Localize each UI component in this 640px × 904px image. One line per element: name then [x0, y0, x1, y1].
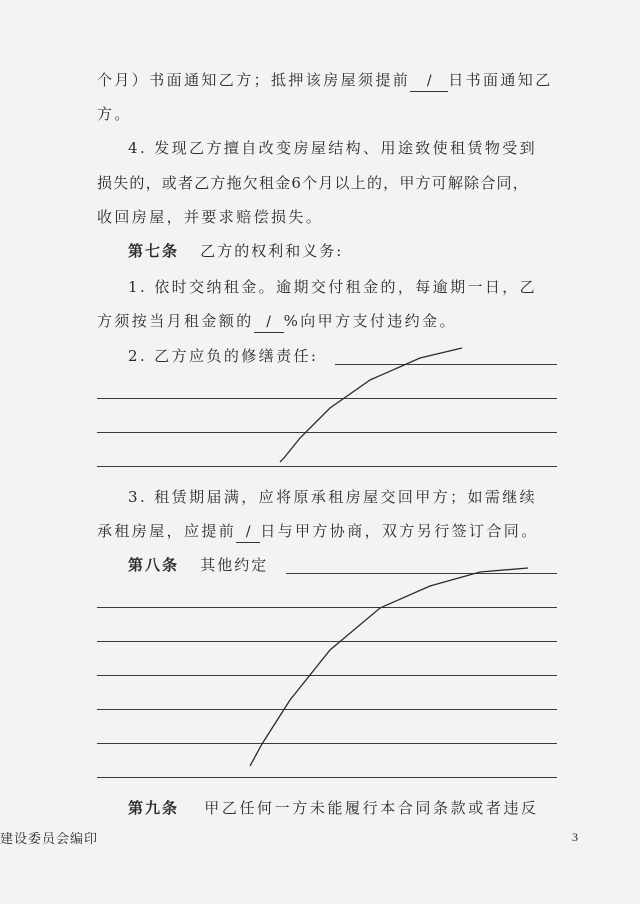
blank-mark: / — [426, 73, 432, 89]
text-line: 损失的，或者乙方拖欠租金6个月以上的，甲方可解除合同， — [97, 174, 529, 192]
fill-blank — [236, 521, 260, 543]
clause-4-text: 4. 发现乙方擅自改变房屋结构、用途致使租赁物受到 — [128, 139, 538, 157]
article-7-heading — [128, 241, 343, 261]
blank-line — [97, 432, 557, 433]
blank-line — [97, 743, 557, 744]
text-segment: 日书面通知乙 — [448, 71, 553, 89]
page-number: 3 — [572, 830, 578, 844]
text-segment: 个月）书面通知乙方；抵押该房屋须提前 — [97, 71, 411, 89]
blank-mark: / — [266, 314, 271, 330]
blank-line — [97, 675, 557, 676]
text-segment: 方须按当月租金额的 — [97, 312, 254, 330]
blank-line — [97, 777, 557, 778]
footer-publisher: 建设委员会编印 — [0, 832, 99, 847]
blank-mark: / — [245, 524, 251, 540]
clause-1-text: 1. 依时交纳租金。逾期交付租金的，每逾期一日，乙 — [128, 278, 538, 296]
blank-line — [97, 641, 557, 642]
clause-3-text: 3. 租赁期届满，应将原承租房屋交回甲方；如需继续 — [128, 488, 538, 506]
text-line: 收回房屋，并要求赔偿损失。 — [97, 208, 324, 226]
article-title: 乙方的权利和义务: — [200, 242, 344, 260]
blank-line — [335, 364, 557, 365]
text-segment: 日与甲方协商，双方另行签订合同。 — [260, 522, 539, 540]
article-title: 甲乙任何一方未能履行本合同条款或者违反 — [204, 799, 539, 817]
text-line — [97, 521, 555, 543]
text-line — [97, 70, 555, 92]
blank-line — [97, 607, 557, 608]
blank-line — [97, 709, 557, 710]
fill-blank — [254, 311, 284, 333]
blank-line — [286, 573, 557, 574]
text-segment: %向甲方支付违约金。 — [283, 312, 457, 330]
article-9-heading — [128, 798, 539, 818]
text-line — [97, 311, 555, 333]
blank-line — [97, 398, 557, 399]
text-line: 方。 — [97, 105, 132, 123]
article-number: 第九条 — [128, 799, 180, 817]
handwritten-slash-mark — [250, 568, 528, 766]
fill-blank — [410, 70, 448, 92]
article-number: 第七条 — [128, 242, 180, 260]
article-number: 第八条 — [128, 556, 180, 574]
clause-2-text: 2. 乙方应负的修缮责任: — [128, 347, 319, 365]
article-8-heading — [128, 555, 268, 575]
blank-line — [97, 466, 557, 467]
text-segment: 承租房屋，应提前 — [97, 522, 237, 540]
article-title: 其他约定 — [200, 556, 269, 574]
